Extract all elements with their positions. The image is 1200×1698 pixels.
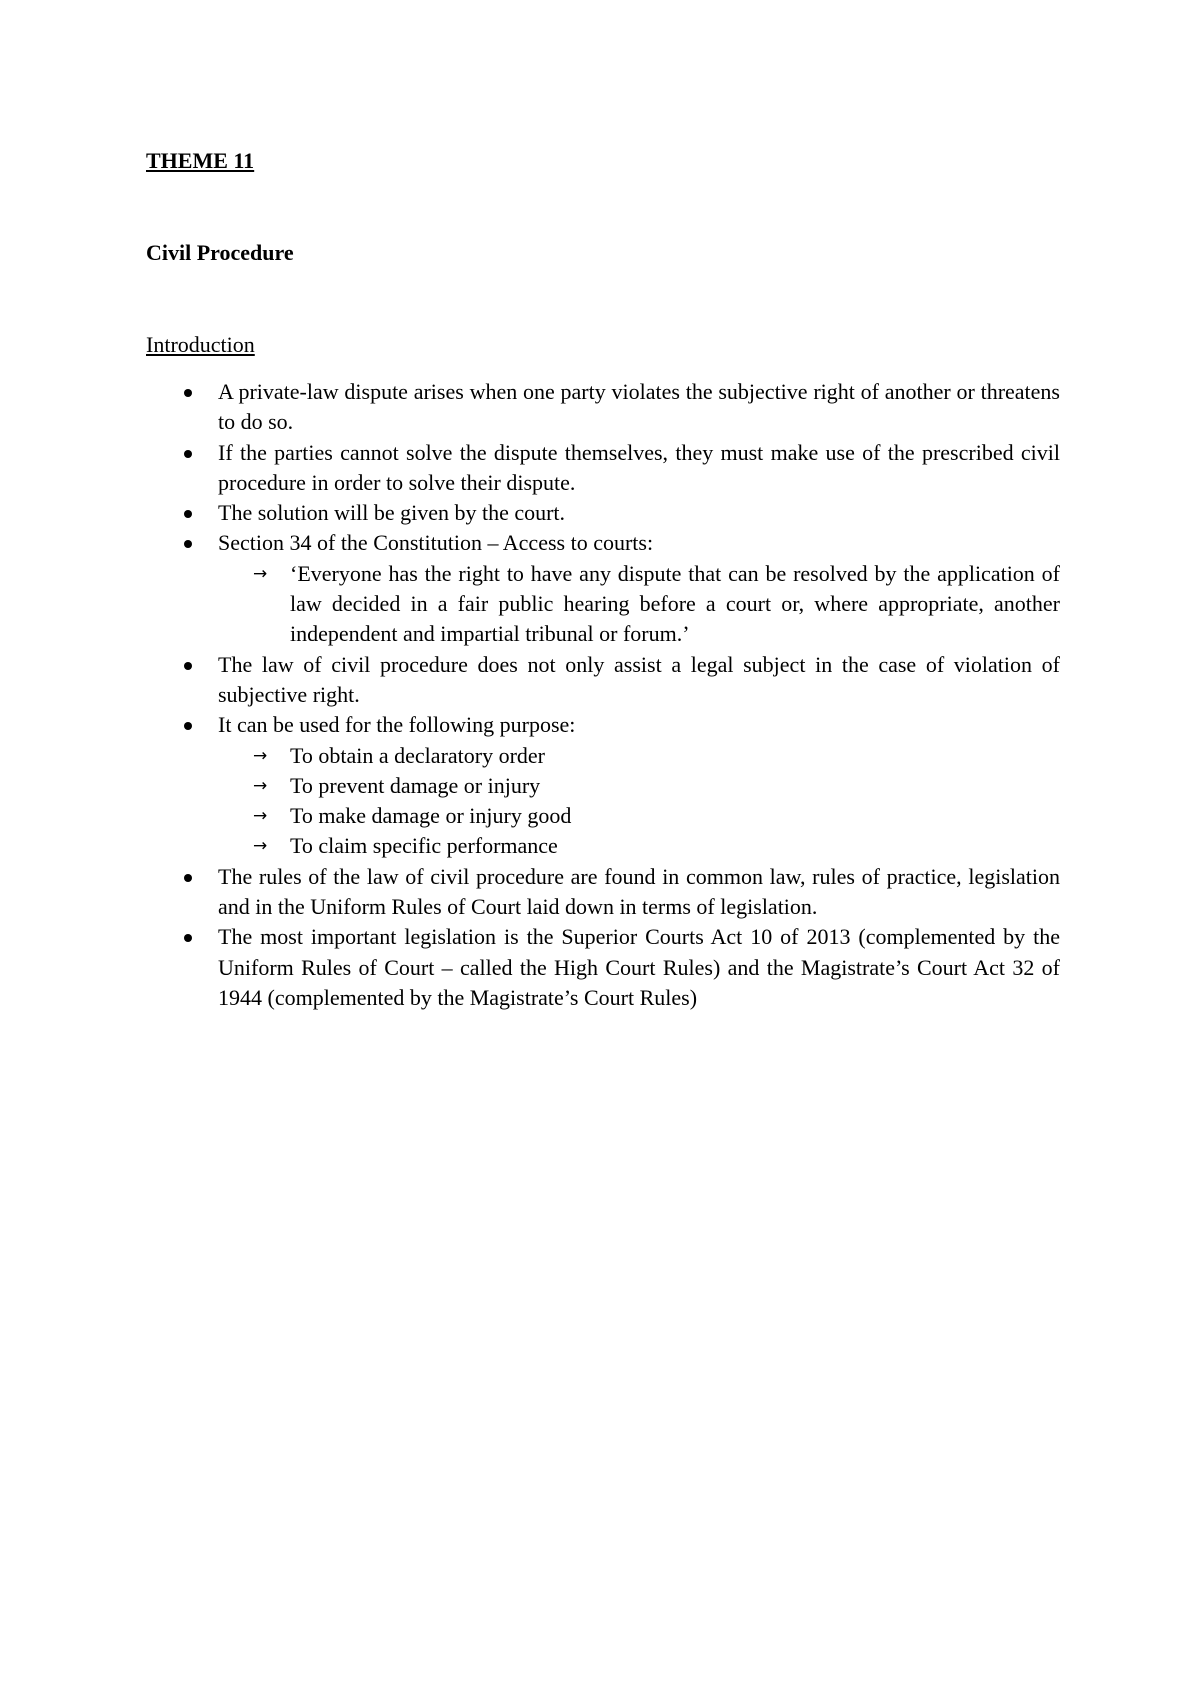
list-item (146, 922, 1060, 1013)
list-item-text: The law of civil procedure does not only assist a legal subject in the case of violation of subjective right. (218, 651, 1060, 707)
right-arrow-icon: → (253, 745, 268, 766)
bullet-dot-icon (184, 510, 192, 518)
list-item-text: A private-law dispute arises when one party violates the subjective right of another or threatens to do so. (218, 379, 1060, 435)
section-heading: Introduction (146, 332, 255, 357)
list-item-text: Section 34 of the Constitution – Access to courts: (218, 530, 654, 556)
sub-list-item (218, 771, 1060, 801)
bullet-dot-icon (184, 662, 192, 670)
list-item-text: The rules of the law of civil procedure are found in common law, rules of practice, legislation and in the Uniform Rules of Court laid down in terms of legislation. (218, 863, 1060, 920)
sub-list-item (218, 559, 1060, 650)
sub-list-item (218, 801, 1060, 831)
sub-list-item-text: To prevent damage or injury (290, 772, 541, 798)
list-item-text: The most important legislation is the Superior Courts Act 10 of 2013 (complemented by the Uniform Rules of Court – called the High Court Rules) and the Magistrate’s Court Act 32 of 1944 (complemented by the Magistrate’s Court Rules) (218, 924, 1060, 1010)
right-arrow-icon: → (253, 806, 268, 827)
list-item-text: It can be used for the following purpose: (218, 712, 576, 738)
sub-list (218, 559, 1060, 650)
sub-list-item-text: ‘Everyone has the right to have any dispute that can be resolved by the application of law decided in a fair public hearing before a court or, where appropriate, another independent and impartial tribunal or forum.’ (290, 560, 1060, 647)
document-title: Civil Procedure (146, 240, 294, 265)
list-item-text: The solution will be given by the court. (218, 500, 566, 526)
right-arrow-icon: → (253, 563, 268, 584)
list-item (146, 650, 1060, 711)
sub-list-item (218, 831, 1060, 861)
bullet-dot-icon (184, 450, 192, 458)
list-item (146, 377, 1060, 438)
sub-list-item-text: To claim specific performance (290, 833, 558, 859)
list-item (146, 498, 1060, 528)
sub-list-item-text: To make damage or injury good (290, 803, 572, 829)
bullet-list (146, 377, 1060, 1013)
list-item (146, 710, 1060, 861)
sub-list-item-text: To obtain a declaratory order (290, 742, 546, 768)
bullet-dot-icon (184, 540, 192, 548)
list-item (146, 438, 1060, 499)
list-item (146, 862, 1060, 923)
list-item (146, 528, 1060, 649)
bullet-dot-icon (184, 934, 192, 942)
theme-heading: THEME 11 (146, 148, 255, 173)
list-item-text: If the parties cannot solve the dispute themselves, they must make use of the prescribed civil procedure in order to solve their dispute. (218, 439, 1060, 495)
right-arrow-icon: → (253, 836, 268, 857)
sub-list-item (218, 741, 1060, 771)
bullet-dot-icon (184, 722, 192, 730)
bullet-dot-icon (184, 874, 192, 882)
bullet-dot-icon (184, 389, 192, 397)
sub-list (218, 741, 1060, 862)
right-arrow-icon: → (253, 775, 268, 796)
